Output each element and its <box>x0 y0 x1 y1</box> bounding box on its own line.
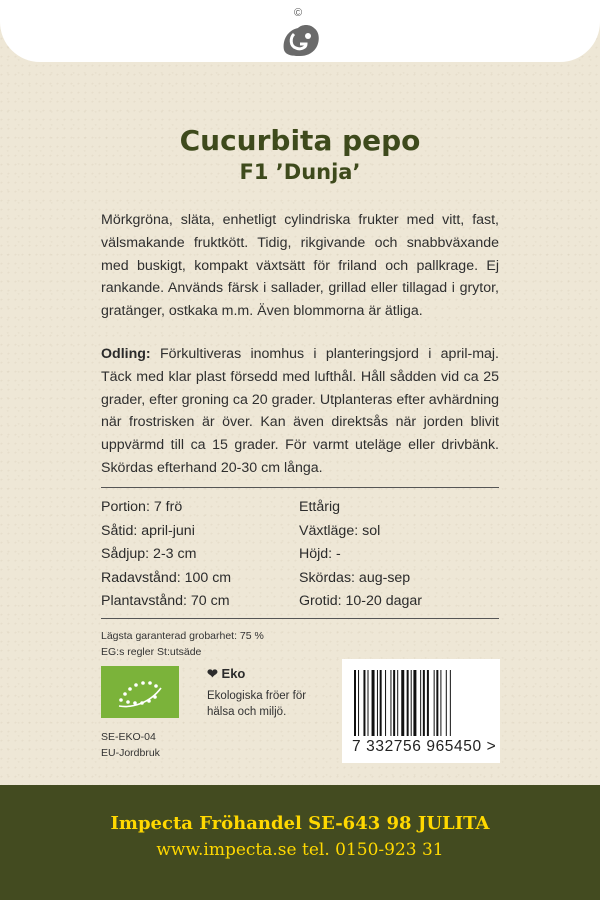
eko-description <box>207 688 306 720</box>
footer-contact: www.impecta.se tel. 0150-923 31 <box>156 840 444 860</box>
divider-top <box>101 487 499 488</box>
eko-line-1: Ekologiska fröer för <box>207 690 307 702</box>
eko-label: Eko <box>221 666 246 681</box>
barcode-icon <box>352 670 490 736</box>
eko-badge <box>207 666 245 682</box>
certification-origin: EU-Jordbruk <box>101 747 160 759</box>
fact-height: Höjd: - <box>299 546 341 562</box>
eko-line-2: hälsa och miljö. <box>207 706 287 718</box>
description-text: Mörkgröna, släta, enhetligt cylindriska frukter med vitt, fast, välsmakande fruktkött. Tidig, rikgivande och snabbväxande med buskigt, kompakt växtsätt för friland och pallkrage. Ej rankande. Används färsk i sallader, grillad eller tillagad i grytor, gratänger, ostkaka m.m. Även blommorna är ätliga. <box>101 212 499 320</box>
barcode-number: 7 332756 965450 > <box>352 738 497 755</box>
fact-sowing-time: Såtid: april-juni <box>101 522 195 539</box>
cultivation-label: Odling: <box>101 346 151 362</box>
fact-portion: Portion: 7 frö <box>101 499 183 515</box>
species-title: Cucurbita pepo <box>179 124 421 157</box>
eu-organic-leaf-icon <box>101 666 179 718</box>
divider-bottom <box>101 618 499 619</box>
fact-harvest: Skördas: aug-sep <box>299 569 411 586</box>
cultivation-body: Förkultiveras inomhus i planteringsjord i april-maj. Täck med klar plast försedd med lufthål. Håll sådden vid ca 25 grader, efter groning ca 20 grader. Utplanteras efter avhärdning när frostrisken är över. Kan även direktsås när jorden blivit uppvärmd till ca 15 grader. För varmt uteläge eller drivbänk. Skördas efterhand 20-30 cm långa. <box>101 346 499 476</box>
cultivation-text <box>101 343 499 480</box>
fact-sowing-depth: Sådjup: 2-3 cm <box>101 546 197 562</box>
footer-company: Impecta Fröhandel SE-643 98 JULITA <box>110 813 490 834</box>
fact-plant-spacing: Plantavstånd: 70 cm <box>101 593 230 609</box>
heart-icon: ❤ <box>207 666 218 681</box>
impecta-logo-icon <box>280 20 322 60</box>
fact-location: Växtläge: sol <box>299 522 381 539</box>
facts-left-column <box>101 496 231 614</box>
fact-germination-time: Grotid: 10-20 dagar <box>299 593 423 609</box>
facts-right-column <box>299 496 422 614</box>
fact-annual: Ettårig <box>299 499 341 515</box>
germination-note: Lägsta garanterad grobarhet: 75 % <box>101 630 264 642</box>
variety-title: F1 ’Dunja’ <box>239 160 361 184</box>
fact-row-spacing: Radavstånd: 100 cm <box>101 569 232 586</box>
copyright-symbol: © <box>294 7 303 19</box>
certification-code: SE-EKO-04 <box>101 731 156 743</box>
regulation-note: EG:s regler St:utsäde <box>101 646 202 658</box>
